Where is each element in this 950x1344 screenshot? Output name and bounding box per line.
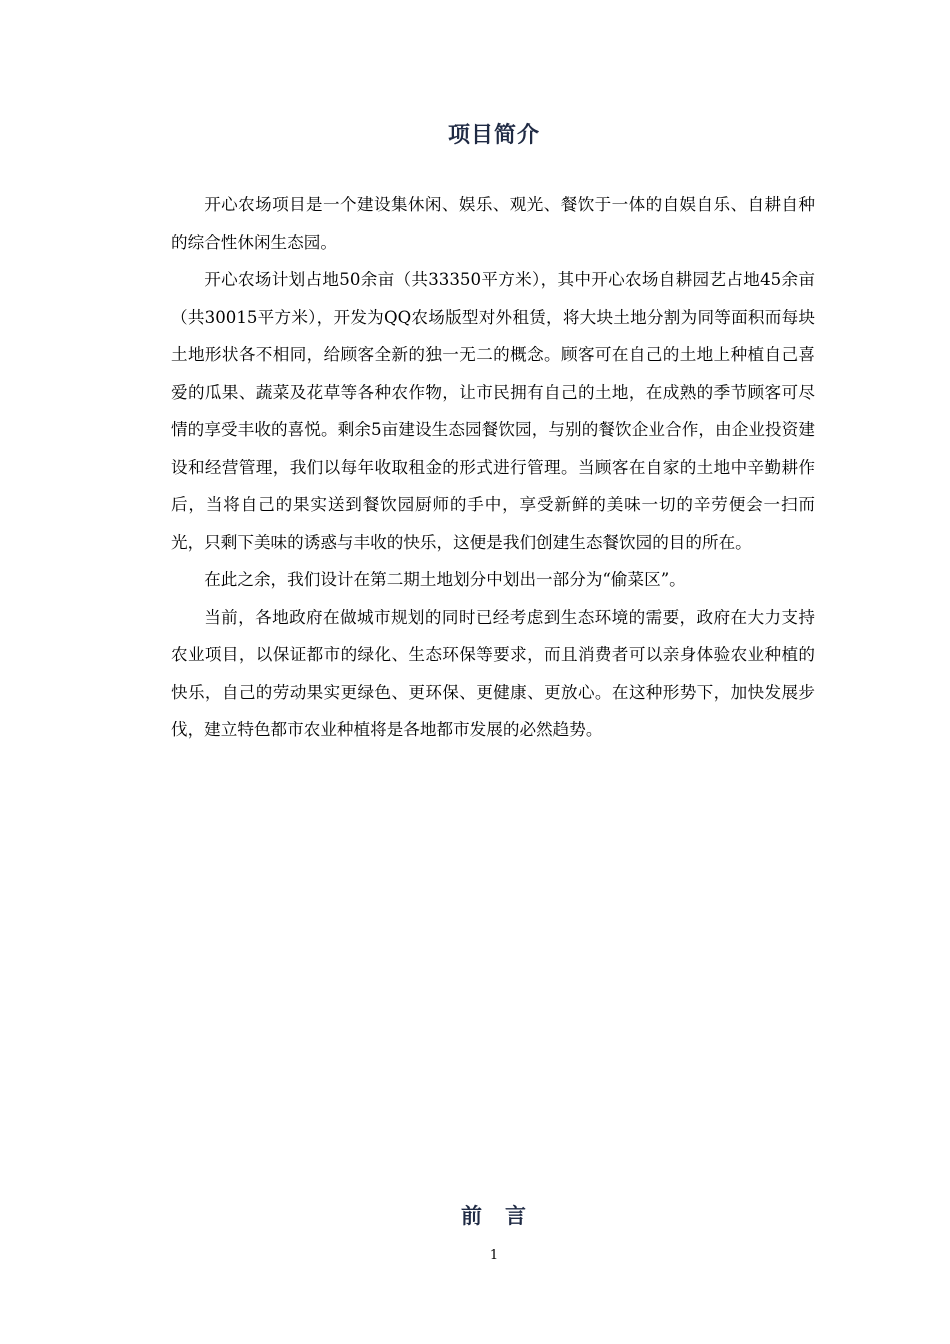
- page-title: 项目简介: [447, 122, 540, 148]
- paragraph-intro: 开心农场项目是一个建设集休闲、娱乐、观光、餐饮于一体的自娱自乐、自耕自种的综合性休闲生态园。: [171, 195, 815, 252]
- paragraph-trend: 当前，各地政府在做城市规划的同时已经考虑到生态环境的需要，政府在大力支持农业项目，以保证都市的绿化、生态环保等要求，而且消费者可以亲身体验农业种植的快乐，自己的劳动果实更绿色、更环保、更健康、更放心。在这种形势下，加快发展步伐，建立特色都市农业种植将是各地都市发展的必然趋势。: [171, 607, 815, 739]
- paragraph-steal-area: 在此之余，我们设计在第二期土地划分中划出一部分为“偷菜区”。: [204, 570, 686, 589]
- paragraph-plan: 开心农场计划占地50余亩（共33350平方米），其中开心农场自耕园艺占地45余亩（共30015平方米），开发为QQ农场版型对外租赁，将大块土地分割为同等面积而每块土地形状各不相同，给顾客全新的独一无二的概念。顾客可在自己的土地上种植自己喜爱的瓜果、蔬菜及花草等各种农作物，让市民拥有自己的土地，在成熟的季节顾客可尽情的享受丰收的喜悦。剩余5亩建设生态园餐饮园，与别的餐饮企业合作，由企业投资建设和经营管理，我们以每年收取租金的形式进行管理。当顾客在自家的土地中辛勤耕作后，当将自己的果实送到餐饮园厨师的手中，享受新鲜的美味一切的辛劳便会一扫而光，只剩下美味的诱惑与丰收的快乐，这便是我们创建生态餐饮园的目的所在。: [171, 270, 815, 552]
- section-heading-preface: 前 言: [461, 1203, 527, 1228]
- page-number: 1: [489, 1248, 499, 1263]
- document-body: [171, 186, 815, 749]
